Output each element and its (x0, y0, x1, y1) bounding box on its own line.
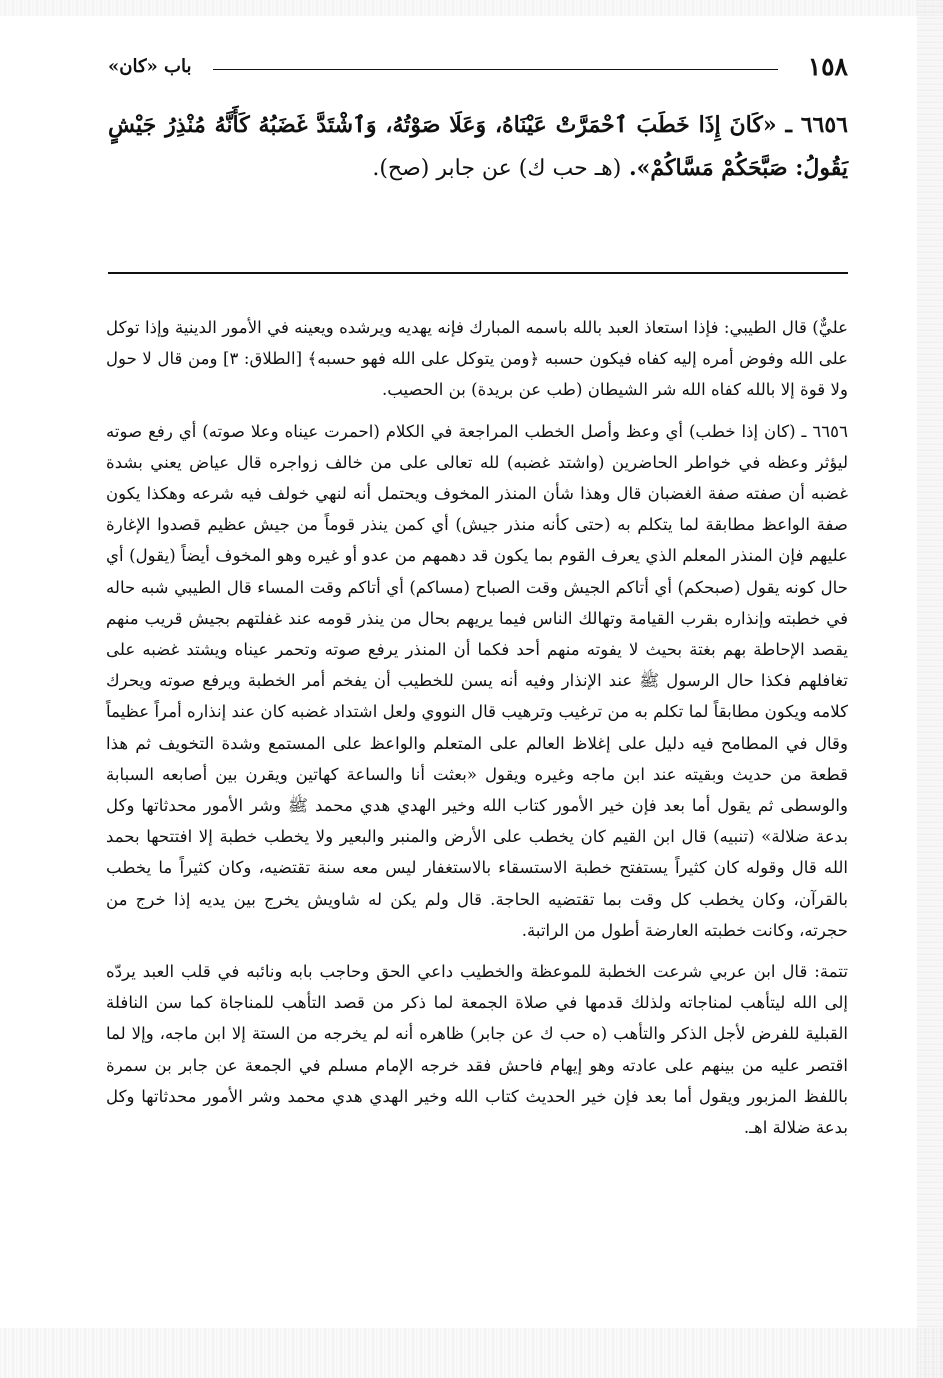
footnote-divider (108, 272, 848, 274)
hadith-text-block (108, 104, 848, 190)
scan-edge-top (0, 0, 943, 16)
hadith-reference: (هـ حب ك) عن جابر (صح). (372, 156, 622, 181)
page-header (108, 52, 848, 84)
chapter-title: باب «كان» (108, 56, 192, 77)
hadith-matn: «كَانَ إِذَا خَطَبَ ٱحْمَرَّتْ عَيْنَاهُ، وَعَلَا صَوْتُهُ، وَٱشْتَدَّ غَضَبُهُ كَأَنَّهُ مُنْذِرُ جَيْشٍ يَقُولُ: صَبَّحَكُمْ مَسَّاكُمْ». (108, 112, 848, 181)
page-number: ١٥٨ (807, 52, 848, 81)
scan-edge-bottom (0, 1328, 943, 1378)
scan-edge-right (917, 0, 943, 1378)
commentary-paragraph: تتمة: قال ابن عربي شرعت الخطبة للموعظة والخطيب داعي الحق وحاجب بابه ونائبه في قلب العبد يردّه إلى الله ليتأهب لمناجاته ولذلك قدمها في صلاة الجمعة لما ذكر من قصد التأهب للمناجاة كما سن النافلة القبلية للفرض لأجل الذكر والتأهب (ه حب ك عن جابر) ظاهره أنه لم يخرجه من الستة إلا ابن ماجه، وإلا لما اقتصر عليه من بينهم على عادته وهو إيهام فاحش فقد خرجه الإمام مسلم في الجمعة عن جابر بن سمرة باللفظ المزبور ويقول أما بعد فإن خير الحديث كتاب الله وخير الهدي هدي محمد وشر الأمور محدثاتها وكل بدعة ضلالة اهـ. (106, 962, 848, 1138)
commentary-paragraph: عليٌّ) قال الطيبي: فإذا استعاذ العبد بالله باسمه المبارك فإنه يهديه ويرشده ويعينه في الأمور الدينية وإذا توكل على الله وفوض أمره إليه كفاه فيكون حسبه ﴿ومن يتوكل على الله فهو حسبه﴾ [الطلاق: ٣] ومن قال لا حول ولا قوة إلا بالله كفاه الله شر الشيطان (طب عن بريدة) بن الحصيب. (106, 318, 848, 400)
hadith-number: ٦٦٥٦ ـ (785, 112, 848, 138)
commentary-block (106, 312, 848, 1143)
header-rule (213, 69, 778, 70)
commentary-paragraph: ٦٦٥٦ ـ (كان إذا خطب) أي وعظ وأصل الخطب المراجعة في الكلام (احمرت عيناه وعلا صوته) أي رفع صوته ليؤثر وعظه في خواطر الحاضرين (واشتد غضبه) لله تعالى على من خالف زواجره قال عياض يعني بشدة غضبه أن صفته صفة الغضبان قال وهذا شأن المنذر المخوف ويحتمل أنه لنهي خولف فيه شرعه وهكذا يكون صفة الواعظ مطابقة لما يتكلم به (حتى كأنه منذر جيش) أي كمن ينذر قوماً من جيش عظيم قصدوا الإغارة عليهم فإن المنذر المعلم الذي يعرف القوم بما يكون قد دهمهم من عدو أو غيره وهو المخوف أيضاً (يقول) أي حال كونه يقول (صبحكم) أي أتاكم الجيش وقت الصباح (مساكم) أي أتاكم وقت المساء قال الطيبي شبه حاله في خطبته وإنذاره بقرب القيامة وتهالك الناس فيما يريهم بحال من ينذر قومه عند غفلتهم بجيش قريب منهم يقصد الإحاطة بهم بغتة بحيث لا يفوته منهم أحد فكما أن المنذر يرفع صوته وتحمر عيناه ويشتد غضبه على تغافلهم فكذا حال الرسول ﷺ عند الإنذار وفيه أنه يسن للخطيب أن يفخم أمر الخطبة ويرفع صوته ويحرك كلامه ويكون مطابقاً لما تكلم به من ترغيب وترهيب قال النووي ولعل اشتداد غضبه كان عند إنذاره أمراً عظيماً وقال في المطامح فيه دليل على إغلاظ العالم على المتعلم والواعظ على المستمع وشدة التخويف ثم هذا قطعة من حديث وبقيته عند ابن ماجه وغيره ويقول «بعثت أنا والساعة كهاتين ويقرن بين أصابعه السبابة والوسطى ثم يقول أما بعد فإن خير الأمور كتاب الله وخير الهدي هدي محمد ﷺ وشر الأمور محدثاتها وكل بدعة ضلالة» (تنبيه) قال ابن القيم كان يخطب على الأرض والمنبر والبعير ولا يخطب خطبة إلا افتتحها بحمد الله قال وقوله كان كثيراً يستفتح خطبة الاستسقاء بالاستغفار ليس معه سنة تقتضيه، وكان كثيراً ما يخطب بالقرآن، وكان يخطب كل وقت بما تقتضيه الحاجة. قال ولم يكن له شاويش يخرج بين يديه إذا خرج من حجرته، وكانت خطبته العارضة أطول من الراتبة. (106, 421, 848, 940)
